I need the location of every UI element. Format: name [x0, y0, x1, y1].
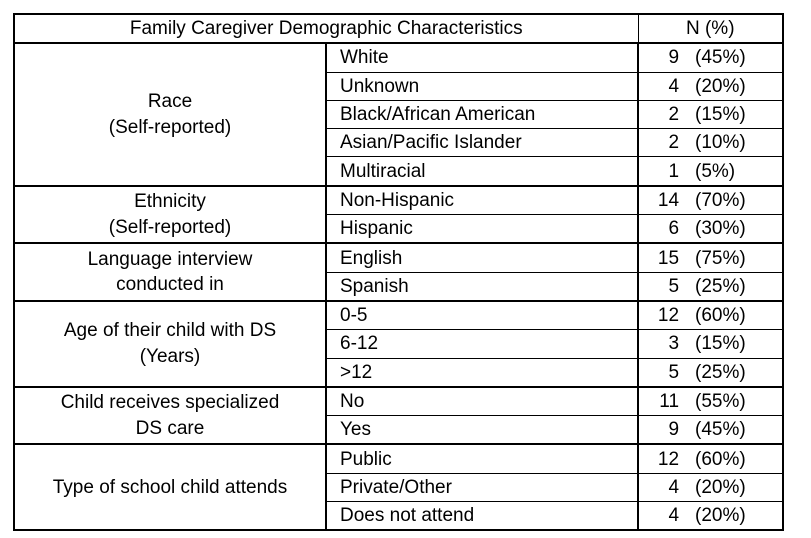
count-value: 14 — [657, 189, 680, 211]
count-value: 6 — [668, 218, 680, 240]
percent-value: (25%) — [695, 275, 746, 297]
percent-value: (45%) — [695, 47, 746, 69]
n-percent-header: N (%) — [638, 14, 783, 43]
count-value: 4 — [668, 476, 680, 498]
category-cell: Private/Other — [326, 473, 638, 501]
characteristic-label — [14, 387, 326, 445]
characteristics-header: Family Caregiver Demographic Characteristics — [14, 14, 638, 43]
count-value: 2 — [668, 132, 680, 154]
table-body — [14, 14, 783, 530]
n-percent-cell — [638, 416, 783, 445]
n-percent-cell — [638, 387, 783, 416]
characteristic-label-line: Language interview — [87, 248, 253, 270]
characteristic-label — [14, 43, 326, 185]
n-percent-cell — [638, 502, 783, 531]
category-cell: White — [326, 43, 638, 72]
n-percent-cell — [638, 215, 783, 244]
header-row — [14, 14, 783, 43]
characteristic-label-line: (Years) — [139, 345, 201, 367]
percent-value: (20%) — [695, 75, 746, 97]
n-percent-cell — [638, 72, 783, 100]
n-percent-cell — [638, 272, 783, 301]
category-cell: Asian/Pacific Islander — [326, 129, 638, 157]
table-row — [14, 43, 783, 72]
percent-value: (20%) — [695, 505, 746, 527]
table-row — [14, 444, 783, 473]
category-cell: Does not attend — [326, 502, 638, 531]
count-value: 3 — [668, 333, 680, 355]
table-row — [14, 387, 783, 416]
n-percent-cell — [638, 43, 783, 72]
count-value: 2 — [668, 104, 680, 126]
category-cell: 0-5 — [326, 301, 638, 330]
n-percent-cell — [638, 473, 783, 501]
count-value: 12 — [657, 448, 680, 470]
demographics-table — [13, 13, 784, 531]
percent-value: (15%) — [695, 333, 746, 355]
count-value: 5 — [668, 361, 680, 383]
percent-value: (70%) — [695, 189, 746, 211]
characteristic-label-line: Type of school child attends — [52, 476, 288, 498]
n-percent-cell — [638, 444, 783, 473]
category-cell: Black/African American — [326, 100, 638, 128]
count-value: 9 — [668, 419, 680, 441]
characteristic-label — [14, 243, 326, 301]
percent-value: (60%) — [695, 305, 746, 327]
characteristic-label-line: Ethnicity — [134, 190, 206, 212]
category-cell: Non-Hispanic — [326, 186, 638, 215]
category-cell: Public — [326, 444, 638, 473]
percent-value: (5%) — [695, 160, 736, 182]
percent-value: (25%) — [695, 361, 746, 383]
percent-value: (60%) — [695, 448, 746, 470]
count-value: 15 — [657, 247, 680, 269]
count-value: 12 — [657, 305, 680, 327]
percent-value: (45%) — [695, 419, 746, 441]
n-percent-cell — [638, 358, 783, 387]
percent-value: (20%) — [695, 476, 746, 498]
category-cell: Spanish — [326, 272, 638, 301]
category-cell: Multiracial — [326, 157, 638, 186]
table-row — [14, 301, 783, 330]
category-cell: Yes — [326, 416, 638, 445]
characteristic-label-line: Age of their child with DS — [63, 320, 277, 342]
percent-value: (15%) — [695, 104, 746, 126]
characteristic-label-line: Child receives specialized — [60, 392, 280, 414]
category-cell: No — [326, 387, 638, 416]
n-percent-cell — [638, 186, 783, 215]
characteristic-label — [14, 444, 326, 530]
count-value: 4 — [668, 505, 680, 527]
characteristic-label — [14, 186, 326, 244]
table-row — [14, 243, 783, 272]
characteristic-label-line: DS care — [135, 417, 205, 439]
category-cell: Hispanic — [326, 215, 638, 244]
n-percent-cell — [638, 157, 783, 186]
percent-value: (10%) — [695, 132, 746, 154]
count-value: 5 — [668, 275, 680, 297]
category-cell: Unknown — [326, 72, 638, 100]
characteristic-label-line: (Self-reported) — [108, 116, 232, 138]
characteristic-label-line: conducted in — [116, 274, 224, 296]
count-value: 4 — [668, 75, 680, 97]
table-row — [14, 186, 783, 215]
percent-value: (55%) — [695, 391, 746, 412]
count-value: 1 — [668, 160, 680, 182]
characteristic-label-line: Race — [147, 90, 193, 112]
category-cell: >12 — [326, 358, 638, 387]
n-percent-cell — [638, 330, 783, 358]
n-percent-cell — [638, 129, 783, 157]
n-percent-cell — [638, 100, 783, 128]
characteristic-label — [14, 301, 326, 387]
percent-value: (75%) — [695, 247, 746, 269]
characteristic-label-line: (Self-reported) — [108, 216, 232, 238]
percent-value: (30%) — [695, 218, 746, 240]
count-value: 11 — [659, 391, 680, 412]
count-value: 9 — [668, 47, 680, 69]
n-percent-cell — [638, 243, 783, 272]
category-cell: 6-12 — [326, 330, 638, 358]
category-cell: English — [326, 243, 638, 272]
n-percent-cell — [638, 301, 783, 330]
